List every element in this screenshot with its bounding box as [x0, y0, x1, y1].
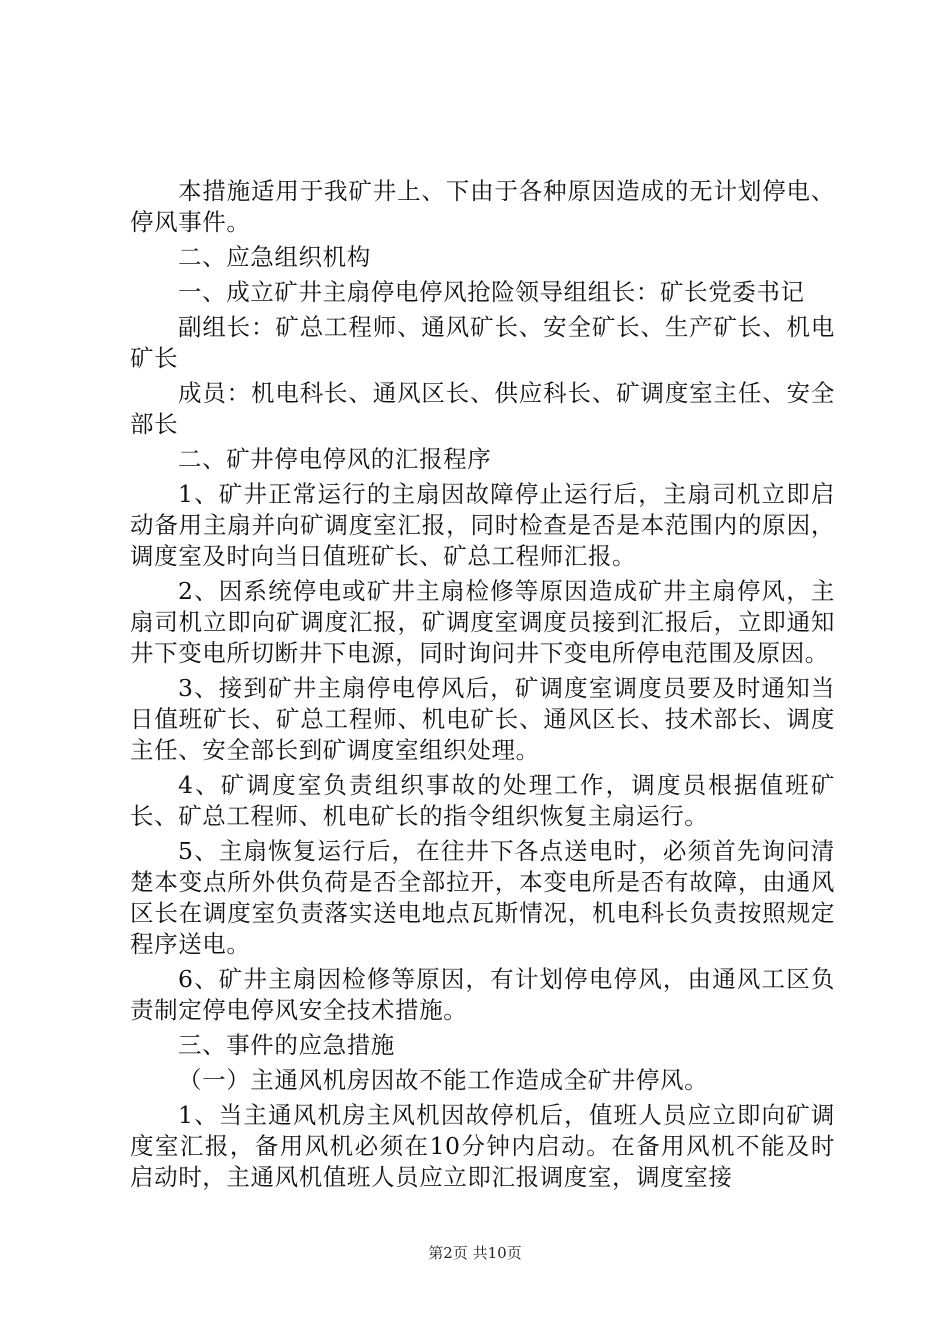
paragraph-procedure-6: 6、矿井主扇因检修等原因，有计划停电停风，由通风工区负责制定停电停风安全技术措施。 [130, 965, 835, 1024]
paragraph-procedure-5: 5、主扇恢复运行后，在往井下各点送电时，必须首先询问清楚本变点所外供负荷是否全部拉开，本变电所是否有故障，由通风区长在调度室负责落实送电地点瓦斯情况，机电科长负责按照规定程序送电。 [130, 837, 835, 958]
paragraph-scope: 本措施适用于我矿井上、下由于各种原因造成的无计划停电、停风事件。 [130, 177, 835, 236]
paragraph-procedure-2: 2、因系统停电或矿井主扇检修等原因造成矿井主扇停风，主扇司机立即向矿调度汇报，矿调度室调度员接到汇报后，立即通知井下变电所切断井下电源，同时询问井下变电所停电范围及原因。 [130, 577, 835, 667]
paragraph-procedure-4: 4、矿调度室负责组织事故的处理工作，调度员根据值班矿长、矿总工程师、机电矿长的指令组织恢复主扇运行。 [130, 771, 835, 830]
paragraph-measure-1: 1、当主通风机房主风机因故停机后，值班人员应立即向矿调度室汇报，备用风机必须在10分钟内启动。在备用风机不能及时启动时，主通风机值班人员应立即汇报调度室，调度室接 [130, 1101, 835, 1191]
paragraph-leadership-group: 一、成立矿井主扇停电停风抢险领导组组长：矿长党委书记 [178, 278, 805, 306]
heading-emergency-organization: 二、应急组织机构 [178, 243, 371, 271]
page-number-footer: 第2页 共10页 [428, 1244, 522, 1262]
paragraph-procedure-1: 1、矿井正常运行的主扇因故障停止运行后，主扇司机立即启动备用主扇并向矿调度室汇报，同时检查是否是本范围内的原因，调度室及时向当日值班矿长、矿总工程师汇报。 [130, 480, 835, 570]
heading-reporting-procedure: 二、矿井停电停风的汇报程序 [178, 445, 492, 473]
subheading-fan-room-failure: （一）主通风机房因故不能工作造成全矿井停风。 [178, 1066, 709, 1094]
paragraph-members: 成员：机电科长、通风区长、供应科长、矿调度室主任、安全部长 [130, 379, 835, 438]
paragraph-procedure-3: 3、接到矿井主扇停电停风后，矿调度室调度员要及时通知当日值班矿长、矿总工程师、机电矿长、通风区长、技术部长、调度主任、安全部长到矿调度室组织处理。 [130, 674, 835, 764]
paragraph-deputy-leaders: 副组长：矿总工程师、通风矿长、安全矿长、生产矿长、机电矿长 [130, 313, 835, 372]
document-body [130, 176, 835, 1197]
heading-emergency-measures: 三、事件的应急措施 [178, 1031, 395, 1059]
